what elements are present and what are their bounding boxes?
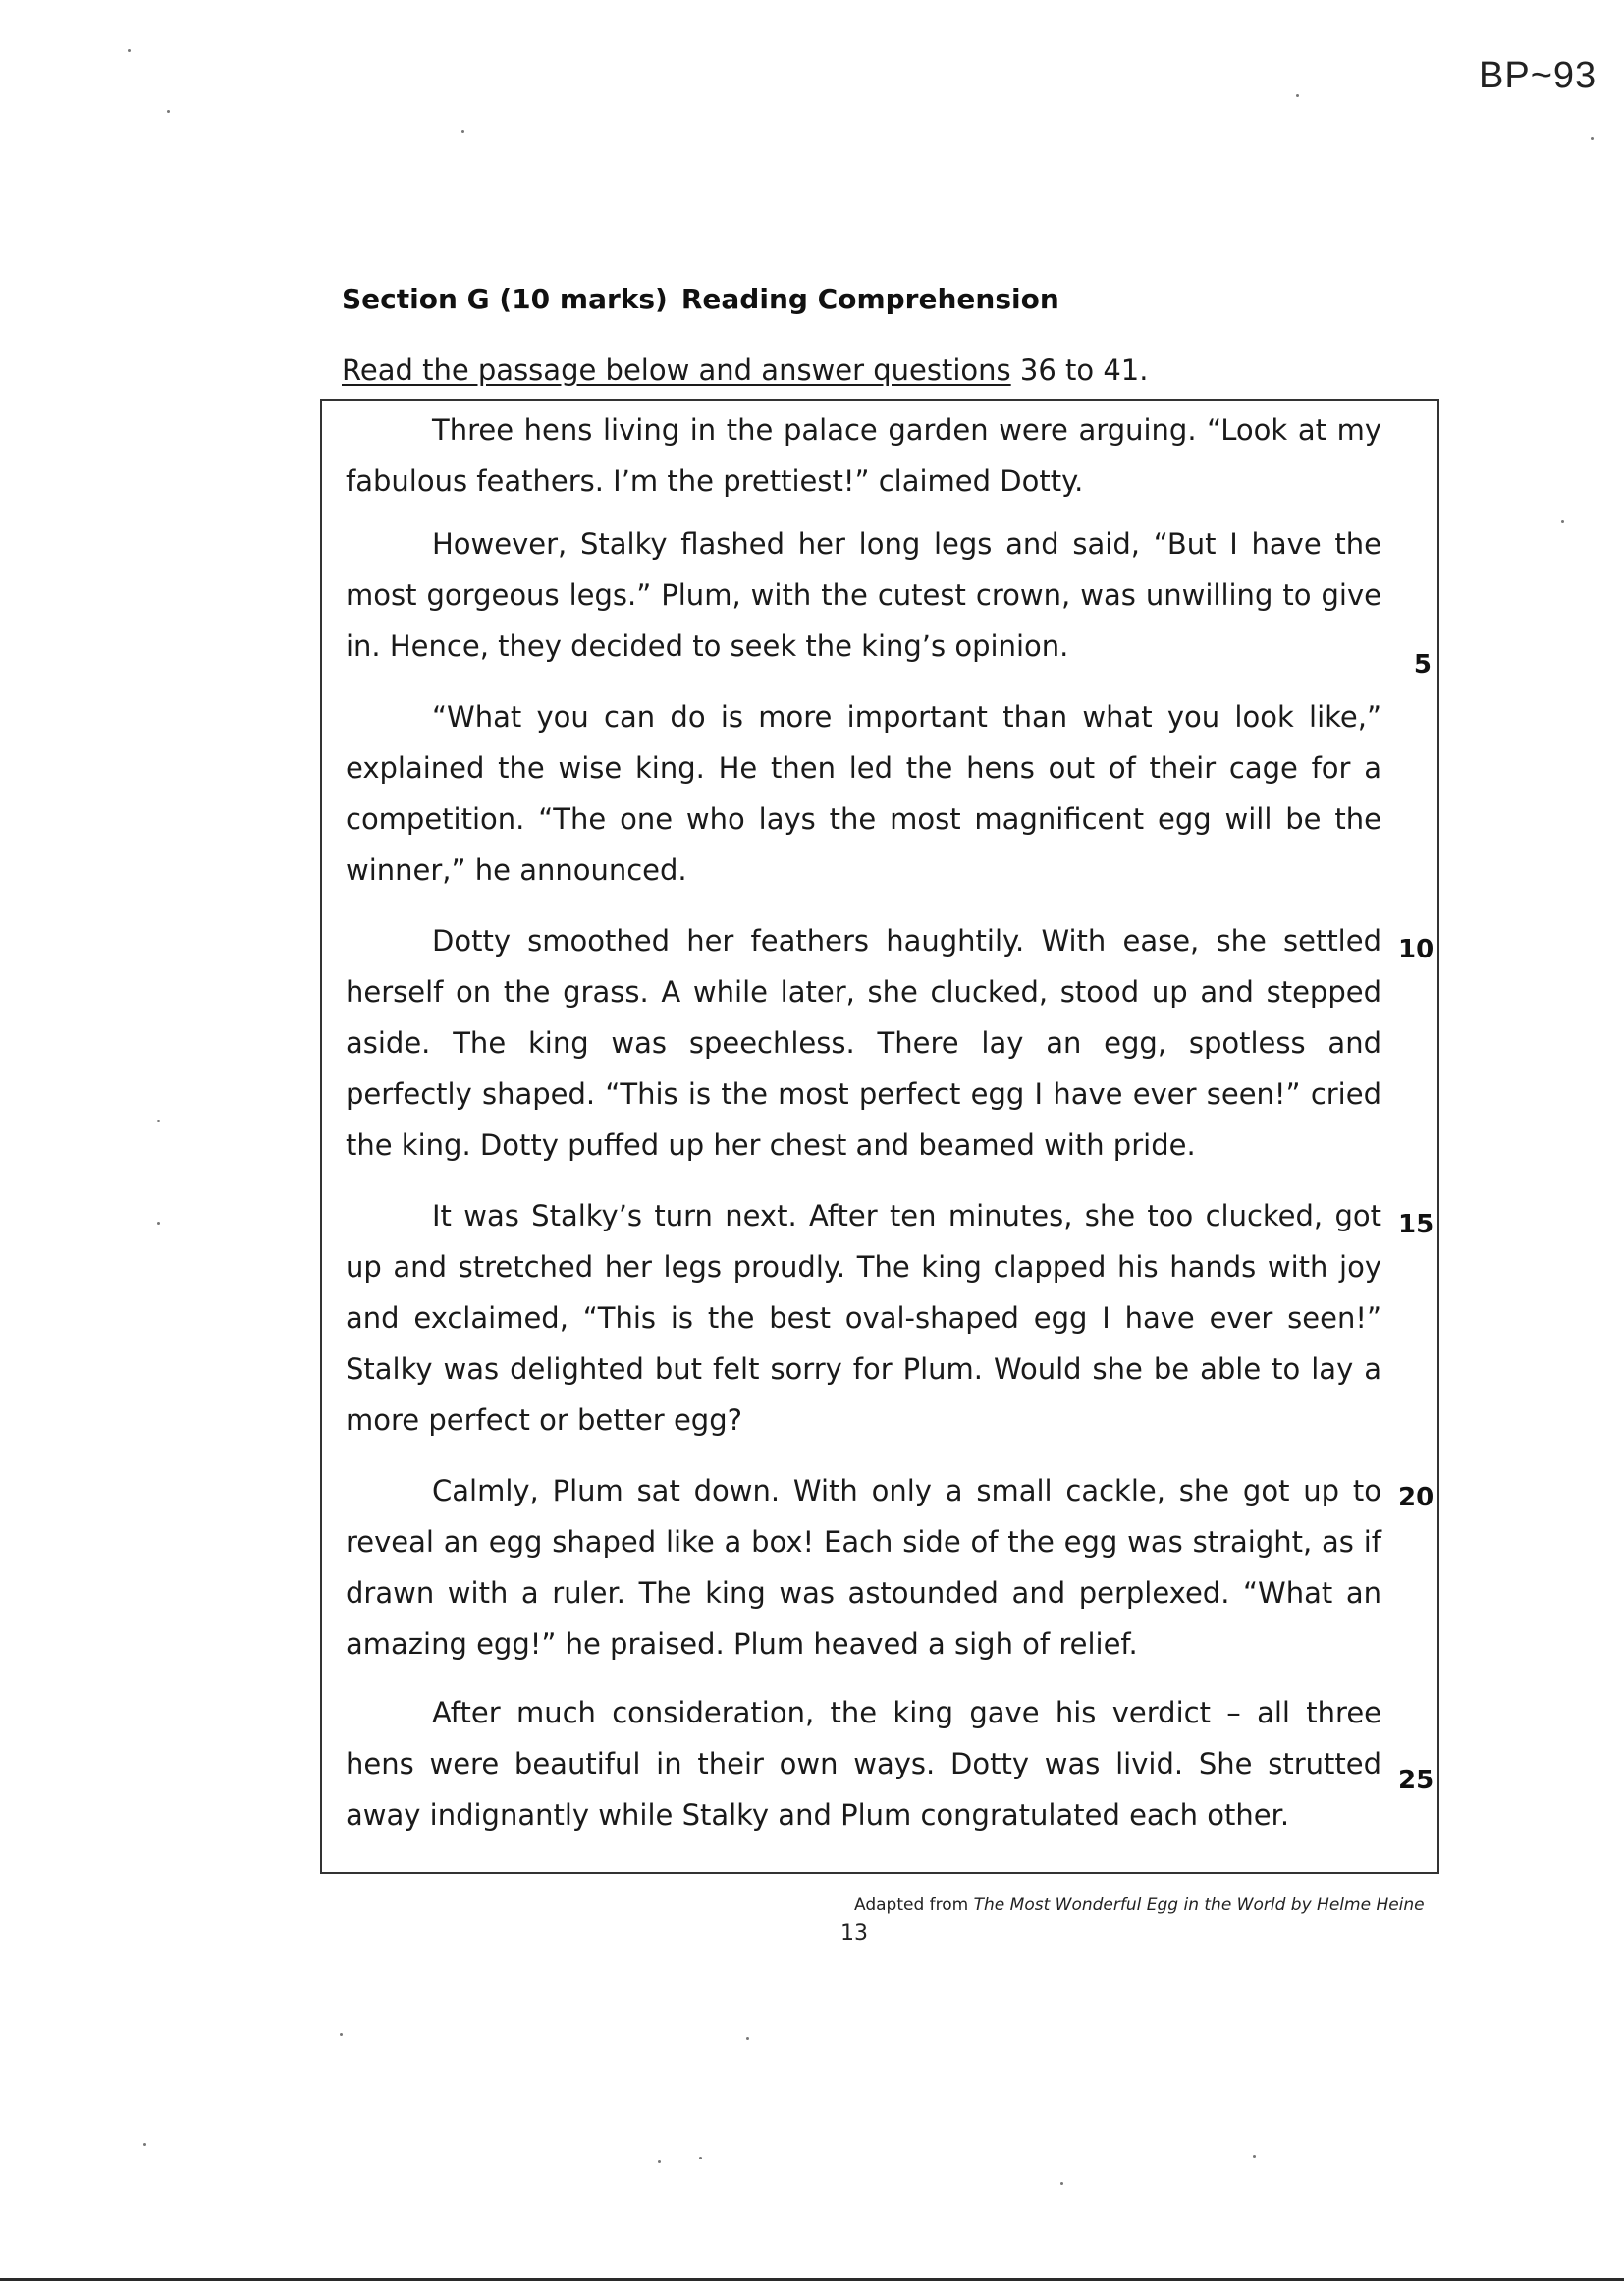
scan-speck: [128, 49, 131, 52]
scan-speck: [1253, 2155, 1256, 2158]
scan-speck: [143, 2143, 146, 2146]
scan-speck: [167, 110, 170, 113]
section-title: Section G (10 marks): [342, 283, 668, 315]
section-heading: [342, 283, 1059, 315]
scan-speck: [1591, 137, 1594, 140]
passage-paragraph-3: “What you can do is more important than what you look like,” explained the wise king. He then led the hens out of their cage for a competition. “The one who lays the most magnificent egg will be the winner,” he announced.: [346, 700, 1381, 887]
line-number-10: 10: [1398, 935, 1435, 964]
passage-paragraph-1: Three hens living in the palace garden were arguing. “Look at my fabulous feathers. I’m the prettiest!” claimed Dotty.: [346, 413, 1381, 498]
source-attribution: [854, 1895, 1425, 1915]
scan-speck: [1060, 2182, 1063, 2185]
section-subtitle: Reading Comprehension: [680, 283, 1059, 315]
scan-speck: [658, 2160, 661, 2163]
scan-speck: [699, 2157, 702, 2159]
scan-speck: [1296, 94, 1299, 97]
passage-paragraph-5: It was Stalky’s turn next. After ten minutes, she too clucked, got up and stretched her legs proudly. The king clapped his hands with joy and exclaimed, “This is the best oval-shaped egg I have ever seen!” Stalky was delighted but felt sorry for Plum. Would she be able to lay a more perfect or better egg?: [346, 1199, 1381, 1437]
bottom-rule: [0, 2278, 1624, 2281]
scan-speck: [157, 1120, 160, 1122]
document-code: BP~93: [1479, 55, 1597, 96]
page-number: 13: [840, 1921, 868, 1945]
line-number-5: 5: [1413, 650, 1432, 680]
attribution-lead: Adapted from: [854, 1895, 969, 1915]
line-number-25: 25: [1398, 1766, 1435, 1795]
scan-speck: [157, 1222, 160, 1225]
attribution-title: The Most Wonderful Egg in the World by Helme Heine: [973, 1895, 1425, 1915]
scan-speck: [746, 2037, 749, 2040]
passage-paragraph-7: After much consideration, the king gave his verdict – all three hens were beautiful in their own ways. Dotty was livid. She strutted away indignantly while Stalky and Plum congratulated each other.: [346, 1696, 1381, 1831]
scan-speck: [461, 130, 464, 133]
instruction: [342, 354, 1148, 387]
passage-paragraph-6: Calmly, Plum sat down. With only a small cackle, she got up to reveal an egg shaped like a box! Each side of the egg was straight, as if drawn with a ruler. The king was astounded and perplexed. “What an amazing egg!” he praised. Plum heaved a sigh of relief.: [346, 1474, 1381, 1661]
passage-paragraph-4: Dotty smoothed her feathers haughtily. With ease, she settled herself on the grass. A while later, she clucked, stood up and stepped aside. The king was speechless. There lay an egg, spotless and perfectly shaped. “This is the most perfect egg I have ever seen!” cried the king. Dotty puffed up her chest and beamed with pride.: [346, 924, 1381, 1162]
instruction-underlined: Read the passage below and answer questions: [342, 354, 1011, 387]
line-number-15: 15: [1398, 1210, 1435, 1239]
scan-speck: [1561, 520, 1564, 523]
passage-paragraph-2: However, Stalky flashed her long legs and said, “But I have the most gorgeous legs.” Plum, with the cutest crown, was unwilling to give in. Hence, they decided to seek the king’s opinion.: [346, 527, 1381, 663]
scan-speck: [340, 2033, 343, 2036]
instruction-rest: 36 to 41.: [1019, 354, 1149, 387]
line-number-20: 20: [1398, 1483, 1435, 1512]
